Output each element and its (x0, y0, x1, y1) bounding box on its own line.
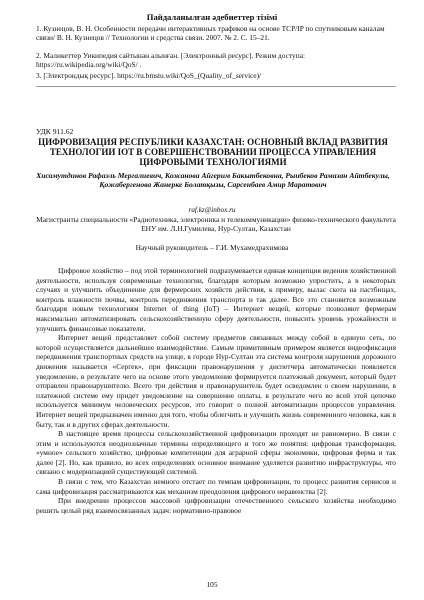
author-email: raf.kz@inbox.ru (188, 206, 236, 214)
section-divider (36, 86, 396, 87)
reference-item-3: 3. [Электрондық ресурс]. https://ru.bmstu.wiki/QoS_(Quality_of_service)/ (36, 71, 262, 80)
udc-code: УДК 911.62 (36, 127, 74, 136)
page-number: 105 (206, 580, 218, 589)
paragraph: При внедрении процессов массовой цифровизации отечественного сельского хозяйства необходимо решить целый ряд взаимосвязанных задач: нормативно-правовое (36, 496, 396, 515)
author-affiliation: Магистранты специальности «Радиотехника, электроника и телекоммуникации» физико-технического факультета ЕНУ им. Л.Н.Гумилева, Нур-Султан, Казахстан (36, 215, 396, 234)
article-body (36, 266, 396, 515)
reference-item-2: 2. Маликеттер Уикипедия сайтынан алынған. [Электронный ресурс]. Режим доступа: https://ru.wikipedia.org/wiki/QoS/ . (36, 51, 306, 69)
paragraph: Цифровое хозяйство – под этой терминологией подразумевается единая концепция ведения хозяйственной деятельности, используя современные технологии, благодаря которым возможно упростить, а в некоторых случаях и улучшить объединение для фермерских хозяйств действия, к примеру, вылас скота на пастбищах, контроль влажности почвы, контроль передвижения транспорта и так далее. Все это становится возможным благодаря новым технологиям Internet of thing (IoT) – Интернет вещей, которые позволяют фермерам максимально автоматизировать сельскохозяйственную сферу деятельности, повысить уровень урожайности и улучшить финансовые показатели. (36, 266, 396, 333)
paragraph: В связи с тем, что Казахстан немного отстает по темпам цифровизации, то процесс развития сервисов и сама цифровизация рассматриваются как механизм преодоления цифрового неравенства [2]. (36, 477, 396, 496)
article-authors: Хисамутдинов Рафаэль Мергалиевич, Кожанова Айгерим Бакытбековна, Рыибеков Рамазан Айтбекулы, Қожабергенова Жанерке Болатқызы, Сарсенбаев Амир Маратович (36, 171, 390, 190)
article-title: ЦИФРОВИЗАЦИЯ РЕСПУБЛИКИ КАЗАХСТАН: ОСНОВНЫЙ ВКЛАД РАЗВИТИЯ ТЕХНОЛОГИИ IOT В СОВЕРШЕНСТВОВАНИИ ПРОЦЕССА УПРАВЛЕНИЯ ЦИФРОВЫМИ ТЕХНОЛОГИЯМИ (38, 137, 388, 167)
paragraph: Интернет вещей представляет собой систему предметов связанных между собой в единую сеть, по которой осуществляется дальнейшее взаимодействие. Самым примитивным примером является видеофиксация передвижения транспортных средств на улице, в городе Нур-Султан эта система контроля нарушения дорожного движения называется «Сергек», при фиксации правонарушения у диспетчера автоматически появляется уведомление, в результате чего на основе этого уведомление формируется платежный документ, который будет отправлен правонарушителю. Всего три действия и правонарушитель будет осведомлен о своем нарушении, в платежной системе ему придет уведомление на совершение оплаты, в результате чего во всей этой цепочке используется минимум человеческих ресурсов, это говорит о полной автоматизации процессов управления. Интернет вещей предназначен именно для того, чтобы облегчить и улучшить жизнь современного человека, как в быту, так и в других сферах деятельности. (36, 333, 396, 429)
scientific-supervisor: Научный руководитель – Г.И. Мухамедрахимова (135, 243, 289, 252)
paragraph: В настоящее время процессы сельскохозяйственной цифровизации проходят не равномерно. В связи с этим и используются неоднозначные термины определяющего и того же понятия: цифровая трансформация, «умное» сельского хозяйство, цифровые компетенции для аграрной сферы экономики, цифровая ферма и так далее [2]. Но, как правило, во всех определениях основное внимание уделяется развитию инфраструктуры, что связано с модернизацией существующей системой. (36, 429, 396, 477)
references-heading: Пайдаланылған әдебиеттер тізімі (146, 12, 278, 22)
reference-item-1: 1. Кузнецов, В. Н. Особенности передачи интерактивных трафиков на основе TCP/IP по спутниковым каналам связи/ В. Н. Кузнецов // Технологии и средства связи. 2007. № 2. С. 15–21. (36, 24, 385, 42)
